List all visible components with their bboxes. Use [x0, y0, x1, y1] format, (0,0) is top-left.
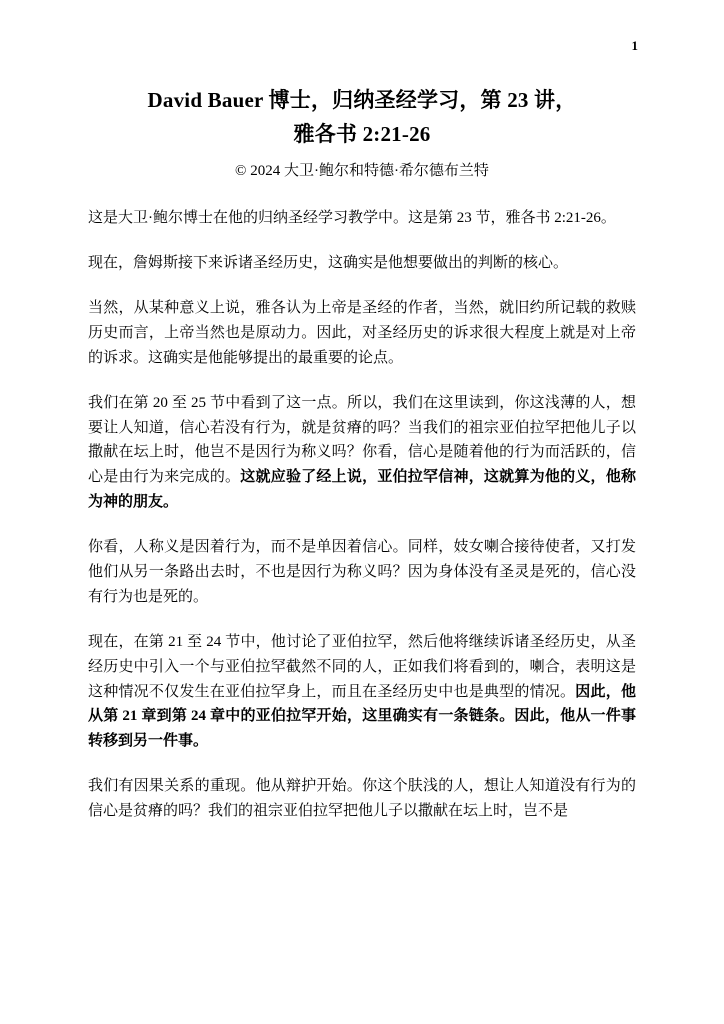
title-line-1: David Bauer 博士，归纳圣经学习，第 23 讲， [147, 88, 577, 112]
paragraph-5-run-1: 你看，人称义是因着行为，而不是单因着信心。同样，妓女喇合接待使者，又打发他们从另一条路出去时，不也是因行为称义吗？因为身体没有圣灵是死的，信心没有行为也是死的。 [88, 539, 636, 605]
paragraph-2-run-1: 现在，詹姆斯接下来诉诸圣经历史，这确实是他想要做出的判断的核心。 [88, 255, 569, 272]
paragraph-6-run-2-bold: 因此，他从第 21 章到第 24 章中的亚伯拉罕开始，这里确实有一条链条。因此，他从一件事转移到另一件事。 [88, 683, 636, 750]
paragraph-3-run-1: 当然，从某种意义上说，雅各认为上帝是圣经的作者，当然，就旧约所记载的救赎历史而言，上帝当然也是原动力。因此，对圣经历史的诉求很大程度上就是对上帝的诉求。这确实是他能够提出的最重要的论点。 [88, 299, 636, 366]
paragraph-6 [88, 630, 636, 754]
paragraph-1-run-1: 这是大卫·鲍尔博士在他的归纳圣经学习教学中。这是第 23 节，雅各书 2:21-26。 [88, 210, 616, 227]
page-number: 1 [631, 38, 638, 53]
title-line-2: 雅各书 2:21-26 [293, 121, 431, 146]
paragraph-4-run-2-bold: 这就应验了经上说，亚伯拉罕信神，这就算为他的义，他称为神的朋友。 [88, 469, 636, 511]
paragraph-5 [88, 535, 636, 610]
paragraph-3 [88, 296, 636, 371]
paragraph-6-run-1: 现在，在第 21 至 24 节中，他讨论了亚伯拉罕，然后他将继续诉诸圣经历史，从圣经历史中引入一个与亚伯拉罕截然不同的人，正如我们将看到的，喇合，表明这是这种情况不仅发生在亚伯拉罕身上，而且在圣经历史中也是典型的情况。 [88, 633, 636, 700]
paragraph-2 [88, 251, 636, 276]
paragraph-1 [88, 206, 636, 231]
paragraph-7 [88, 774, 636, 824]
page-title [88, 84, 636, 151]
paragraph-4 [88, 391, 636, 515]
paragraph-4-run-1: 我们在第 20 至 25 节中看到了这一点。所以，我们在这里读到，你这浅薄的人，想要让人知道，信心若没有行为，就是贫瘠的吗？当我们的祖宗亚伯拉罕把他儿子以撒献在坛上时，他岂不是因行为称义吗？你看，信心是随着他的行为而活跃的，信心是由行为来完成的。 [88, 394, 636, 486]
paragraph-7-run-1: 我们有因果关系的重现。他从辩护开始。你这个肤浅的人，想让人知道没有行为的信心是贫瘠的吗？我们的祖宗亚伯拉罕把他儿子以撒献在坛上时，岂不是 [88, 778, 636, 820]
copyright-line: © 2024 大卫·鲍尔和特德·希尔德布兰特 [235, 163, 489, 180]
